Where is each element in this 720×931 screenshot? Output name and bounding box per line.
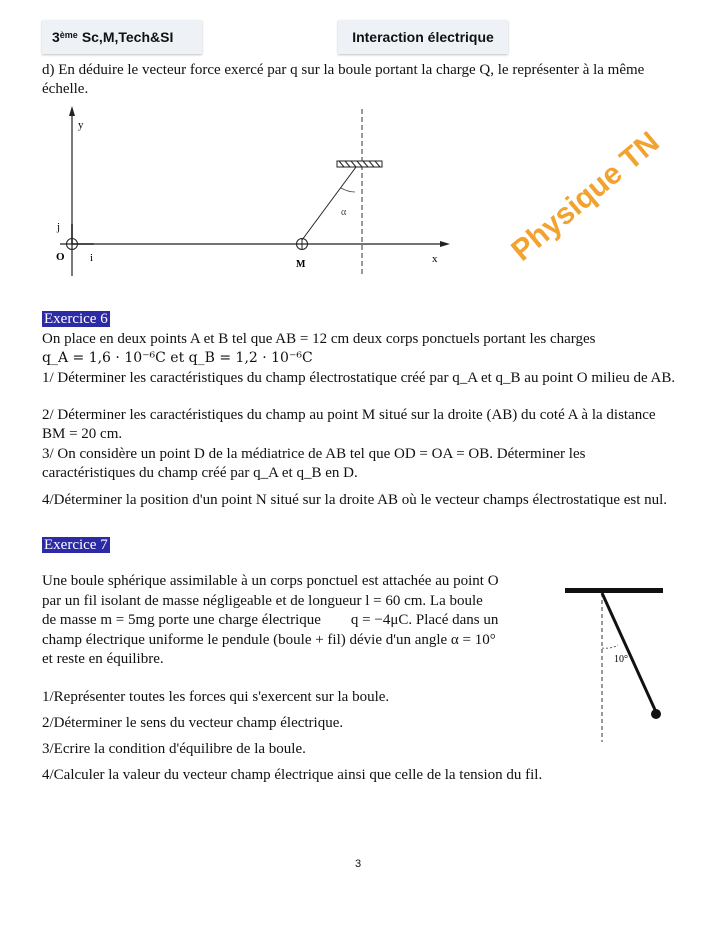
header-chapter-box: [338, 20, 508, 54]
header-chapter: Interaction électrique: [352, 29, 494, 45]
page-number: 3: [355, 858, 362, 870]
exercise7-q4: 4/Calculer la valeur du vecteur champ électrique ainsi que celle de la tension du fil.: [42, 767, 543, 783]
label-m: M: [296, 259, 306, 270]
exercise7-line-3: de masse m = 5mg porte une charge électrique q = −4μC. Placé dans un: [42, 612, 499, 628]
label-y: y: [78, 119, 84, 131]
pendulum2-support: [565, 588, 663, 593]
exercise7-q1: 1/Représenter toutes les forces qui s'exercent sur la boule.: [42, 689, 390, 705]
pendulum-thread: [302, 167, 356, 240]
pendulum2-angle-arc: [602, 645, 618, 648]
exercise7-line-1: Une boule sphérique assimilable à un corps ponctuel est attachée au point O: [42, 573, 499, 589]
exercise7-q2: 2/Déterminer le sens du vecteur champ électrique.: [42, 715, 344, 731]
exercise6-q3: 3/ On considère un point D de la médiatrice de AB tel que OD = OA = OB. Déterminer les caractéristiques du champ créé par q_A et q_B en D.: [42, 446, 586, 481]
label-x: x: [432, 253, 438, 265]
exercise7-title: Exercice 7: [44, 537, 108, 553]
exercise6-title: Exercice 6: [44, 311, 108, 327]
pendulum2-angle-label: 10°: [614, 654, 628, 665]
header-sections: Sc,M,Tech&SI: [81, 29, 174, 45]
exercise6-charges: q_A = 1,6 · 10⁻⁶C et q_B = 1,2 · 10⁻⁶C: [42, 350, 313, 366]
exercise7-statement: [42, 572, 562, 670]
label-o: O: [56, 251, 65, 263]
header-level-box: [42, 20, 202, 54]
label-i: i: [90, 252, 94, 264]
exercise6-statement: On place en deux points A et B tel que AB = 12 cm deux corps ponctuels portant les charges: [42, 331, 596, 347]
exercise7-line-5: et reste en équilibre.: [42, 651, 164, 667]
angle-arc: [341, 188, 355, 192]
header-level: 3: [52, 29, 60, 45]
pendulum2-ball: [651, 709, 661, 719]
y-axis-arrow: [69, 106, 75, 116]
exercise7-line-2: par un fil isolant de masse négligeable et de longueur l = 60 cm. La boule: [42, 592, 483, 609]
label-alpha: α: [341, 207, 347, 218]
watermark-logo: Physique TN: [505, 125, 666, 268]
exercise6-q1: 1/ Déterminer les caractéristiques du champ électrostatique créé par q_A et q_B au point O milieu de AB.: [42, 370, 676, 386]
exercise7-title-line: [42, 536, 682, 555]
figure-pendulum-10deg: [560, 582, 670, 747]
exercise6-q2: 2/ Déterminer les caractéristiques du champ au point M situé sur la droite (AB) du coté A à la distance BM = 20 cm.: [42, 407, 656, 442]
exercise7-q3: 3/Ecrire la condition d'équilibre de la boule.: [42, 741, 306, 757]
pendulum2-thread: [602, 593, 656, 712]
exercise7-line-4: champ électrique uniforme le pendule (boule + fil) dévie d'un angle α = 10°: [42, 631, 496, 648]
figure-axes-pendulum: [52, 104, 452, 279]
label-j: j: [57, 221, 61, 233]
x-axis-arrow: [440, 241, 450, 247]
exercise6-q4: 4/Déterminer la position d'un point N situé sur la droite AB où le vecteur champs électrostatique est nul.: [42, 492, 668, 508]
exercise6-title-line: [42, 310, 682, 329]
header-level-sup: ème: [59, 30, 78, 40]
question-d: d) En déduire le vecteur force exercé par q sur la boule portant la charge Q, le représenter à la même échelle.: [42, 62, 645, 97]
